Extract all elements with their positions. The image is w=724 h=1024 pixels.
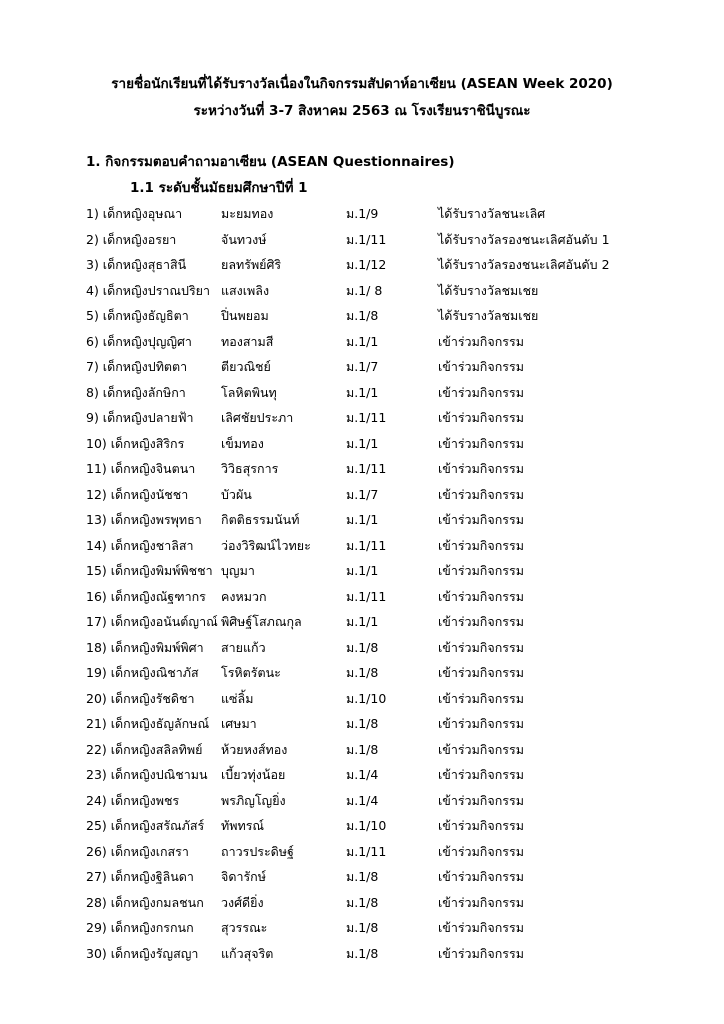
student-class: ม.1/4 [346, 767, 379, 782]
student-surname: พิศิษฐ์โสภณกุล [221, 614, 302, 629]
list-item [0, 685, 724, 711]
list-item [0, 812, 724, 838]
student-class: ม.1/1 [346, 563, 379, 578]
student-class: ม.1/ 8 [346, 282, 383, 298]
student-name: 15) เด็กหญิงพิมพ์พิชชา [86, 563, 213, 578]
student-class: ม.1/8 [346, 869, 379, 884]
subsection-heading: 1.1 ระดับชั้นมัธยมศึกษาปีที่ 1 [130, 180, 308, 196]
list-item [0, 481, 724, 507]
student-surname: ถาวรประดิษฐ์ [221, 843, 294, 859]
list-item [0, 404, 724, 430]
student-result: เข้าร่วมกิจกรรม [438, 945, 524, 961]
student-result: เข้าร่วมกิจกรรม [438, 512, 524, 527]
list-item [0, 838, 724, 864]
student-name: 26) เด็กหญิงเกสรา [86, 843, 189, 859]
student-class: ม.1/11 [346, 410, 387, 425]
student-surname: ปิ่นพยอม [221, 308, 269, 323]
student-class: ม.1/1 [346, 512, 379, 527]
student-surname: ตียวณิชย์ [221, 359, 271, 374]
student-result: เข้าร่วมกิจกรรม [438, 920, 524, 935]
list-item [0, 302, 724, 328]
student-class: ม.1/8 [346, 894, 379, 910]
list-item [0, 277, 724, 303]
student-name: 2) เด็กหญิงอรยา [86, 231, 177, 247]
student-surname: แซ่ลิ้ม [221, 690, 254, 706]
student-result: เข้าร่วมกิจกรรม [438, 639, 524, 655]
student-surname: ยลทรัพย์ศิริ [221, 257, 282, 272]
student-result: เข้าร่วมกิจกรรม [438, 894, 524, 910]
student-surname: บัวผัน [221, 486, 252, 502]
list-item [0, 328, 724, 354]
document-title: รายชื่อนักเรียนที่ได้รับรางวัลเนื่องในกิจกรรมสัปดาห์อาเซียน (ASEAN Week 2020) [111, 76, 613, 92]
student-name: 25) เด็กหญิงสรัณภัสร์ [86, 818, 205, 833]
student-result: ได้รับรางวัลรองชนะเลิศอันดับ 2 [438, 257, 610, 272]
list-item [0, 863, 724, 889]
student-surname: จิดารักษ์ [221, 869, 266, 884]
student-result: เข้าร่วมกิจกรรม [438, 767, 524, 782]
list-item [0, 455, 724, 481]
student-surname: ว่องวิริฒน์ไวทยะ [221, 537, 311, 553]
student-class: ม.1/8 [346, 741, 379, 757]
student-name: 20) เด็กหญิงรัชดิชา [86, 690, 195, 706]
document-subtitle: ระหว่างวันที่ 3-7 สิงหาคม 2563 ณ โรงเรียนราชินีบูรณะ [193, 103, 531, 119]
list-item [0, 608, 724, 634]
student-result: ได้รับรางวัลรองชนะเลิศอันดับ 1 [438, 231, 610, 247]
student-name: 29) เด็กหญิงกรกนก [86, 920, 194, 935]
student-surname: เข็มทอง [221, 435, 264, 451]
student-result: เข้าร่วมกิจกรรม [438, 741, 524, 757]
student-result: เข้าร่วมกิจกรรม [438, 690, 524, 706]
student-name: 11) เด็กหญิงจินตนา [86, 461, 196, 476]
student-surname: สุวรรณะ [221, 920, 268, 935]
student-class: ม.1/8 [346, 308, 379, 323]
student-name: 16) เด็กหญิงณัฐฑากร [86, 588, 206, 604]
list-item [0, 251, 724, 277]
student-class: ม.1/7 [346, 359, 379, 374]
student-result: เข้าร่วมกิจกรรม [438, 486, 524, 502]
student-class: ม.1/10 [346, 690, 387, 706]
student-surname: จันทวงษ์ [221, 231, 267, 247]
list-item [0, 940, 724, 966]
student-class: ม.1/1 [346, 384, 379, 400]
list-item [0, 200, 724, 226]
list-item [0, 379, 724, 405]
student-surname: ทัพทรณ์ [221, 818, 265, 833]
student-class: ม.1/1 [346, 614, 379, 629]
student-result: เข้าร่วมกิจกรรม [438, 588, 524, 604]
student-name: 3) เด็กหญิงสุธาสินี [86, 257, 187, 272]
student-result: ได้รับรางวัลชมเชย [438, 308, 539, 323]
list-item [0, 583, 724, 609]
student-name: 14) เด็กหญิงชาลิสา [86, 537, 194, 553]
student-surname: โรหิตรัตนะ [221, 665, 281, 680]
student-surname: มะยมทอง [221, 206, 274, 221]
student-name: 8) เด็กหญิงลักษิกา [86, 384, 186, 400]
student-class: ม.1/11 [346, 461, 387, 476]
student-class: ม.1/11 [346, 588, 387, 604]
student-surname: กิตติธรรมนันท์ [221, 512, 300, 527]
student-result: เข้าร่วมกิจกรรม [438, 716, 524, 731]
student-name: 17) เด็กหญิงอนันต์ญาณ์ [86, 614, 218, 629]
student-result: เข้าร่วมกิจกรรม [438, 843, 524, 859]
student-class: ม.1/8 [346, 665, 379, 680]
student-class: ม.1/8 [346, 716, 379, 731]
student-surname: สายแก้ว [221, 639, 266, 655]
student-class: ม.1/10 [346, 818, 387, 833]
student-surname: วงศ์ดียิ่ง [221, 894, 264, 910]
list-item [0, 353, 724, 379]
student-name: 9) เด็กหญิงปลายฟ้า [86, 410, 194, 425]
list-item [0, 761, 724, 787]
student-result: เข้าร่วมกิจกรรม [438, 614, 524, 629]
student-name: 23) เด็กหญิงปณิชามน [86, 767, 208, 782]
student-result: เข้าร่วมกิจกรรม [438, 410, 524, 425]
student-class: ม.1/9 [346, 206, 379, 221]
student-surname: โลหิตพินทุ [221, 384, 277, 400]
student-class: ม.1/8 [346, 639, 379, 655]
student-name: 7) เด็กหญิงปทิตตา [86, 359, 188, 374]
student-result: เข้าร่วมกิจกรรม [438, 333, 524, 349]
student-class: ม.1/4 [346, 792, 379, 808]
student-surname: เลิศชัยประภา [221, 410, 294, 425]
list-item [0, 557, 724, 583]
list-item [0, 736, 724, 762]
student-result: เข้าร่วมกิจกรรม [438, 818, 524, 833]
student-class: ม.1/1 [346, 435, 379, 451]
student-name: 6) เด็กหญิงปุญญิศา [86, 333, 192, 349]
student-result: เข้าร่วมกิจกรรม [438, 461, 524, 476]
student-result: ได้รับรางวัลชมเชย [438, 282, 539, 298]
student-result: เข้าร่วมกิจกรรม [438, 359, 524, 374]
list-item [0, 659, 724, 685]
student-result: ได้รับรางวัลชนะเลิศ [438, 206, 546, 221]
student-surname: บุญมา [221, 563, 255, 578]
student-class: ม.1/11 [346, 843, 387, 859]
student-result: เข้าร่วมกิจกรรม [438, 869, 524, 884]
student-surname: วิวิธสุรการ [221, 461, 279, 476]
list-item [0, 226, 724, 252]
list-item [0, 532, 724, 558]
student-name: 24) เด็กหญิงพชร [86, 792, 180, 808]
student-surname: เบี้ยวทุ่งน้อย [221, 767, 286, 782]
student-name: 27) เด็กหญิงฐิลินดา [86, 869, 194, 884]
list-item [0, 430, 724, 456]
student-result: เข้าร่วมกิจกรรม [438, 435, 524, 451]
student-class: ม.1/7 [346, 486, 379, 502]
section-heading: 1. กิจกรรมตอบคำถามอาเซียน (ASEAN Questionnaires) [86, 154, 455, 170]
list-item [0, 914, 724, 940]
student-result: เข้าร่วมกิจกรรม [438, 384, 524, 400]
student-name: 12) เด็กหญิงนัชชา [86, 486, 189, 502]
student-name: 30) เด็กหญิงรัญสญา [86, 945, 199, 961]
student-list [0, 200, 724, 965]
student-result: เข้าร่วมกิจกรรม [438, 563, 524, 578]
student-surname: เศษมา [221, 716, 257, 731]
student-name: 28) เด็กหญิงกมลชนก [86, 894, 204, 910]
list-item [0, 506, 724, 532]
student-name: 4) เด็กหญิงปราณปริยา [86, 282, 211, 298]
student-class: ม.1/11 [346, 537, 387, 553]
student-class: ม.1/8 [346, 945, 379, 961]
student-name: 22) เด็กหญิงสลิลทิพย์ [86, 741, 203, 757]
student-surname: ทองสามสี [221, 333, 274, 349]
list-item [0, 710, 724, 736]
student-surname: แสงเพลิง [221, 282, 270, 298]
student-name: 1) เด็กหญิงอุษณา [86, 206, 183, 221]
student-class: ม.1/11 [346, 231, 387, 247]
list-item [0, 889, 724, 915]
list-item [0, 787, 724, 813]
student-name: 18) เด็กหญิงพิมพ์พิศา [86, 639, 204, 655]
student-surname: ห้วยหงส์ทอง [221, 741, 288, 757]
student-name: 19) เด็กหญิงณิชาภัส [86, 665, 199, 680]
student-name: 21) เด็กหญิงธัญลักษณ์ [86, 716, 210, 731]
student-name: 10) เด็กหญิงสิริกร [86, 435, 185, 451]
student-class: ม.1/12 [346, 257, 387, 272]
student-class: ม.1/8 [346, 920, 379, 935]
student-result: เข้าร่วมกิจกรรม [438, 537, 524, 553]
student-result: เข้าร่วมกิจกรรม [438, 665, 524, 680]
student-surname: แก้วสุจริต [221, 945, 274, 961]
student-surname: พรภิญโญยิ่ง [221, 792, 286, 808]
student-class: ม.1/1 [346, 333, 379, 349]
student-surname: คงหมวก [221, 588, 267, 604]
student-name: 5) เด็กหญิงธัญธิตา [86, 308, 189, 323]
student-name: 13) เด็กหญิงพรพุทธา [86, 512, 202, 527]
student-result: เข้าร่วมกิจกรรม [438, 792, 524, 808]
list-item [0, 634, 724, 660]
